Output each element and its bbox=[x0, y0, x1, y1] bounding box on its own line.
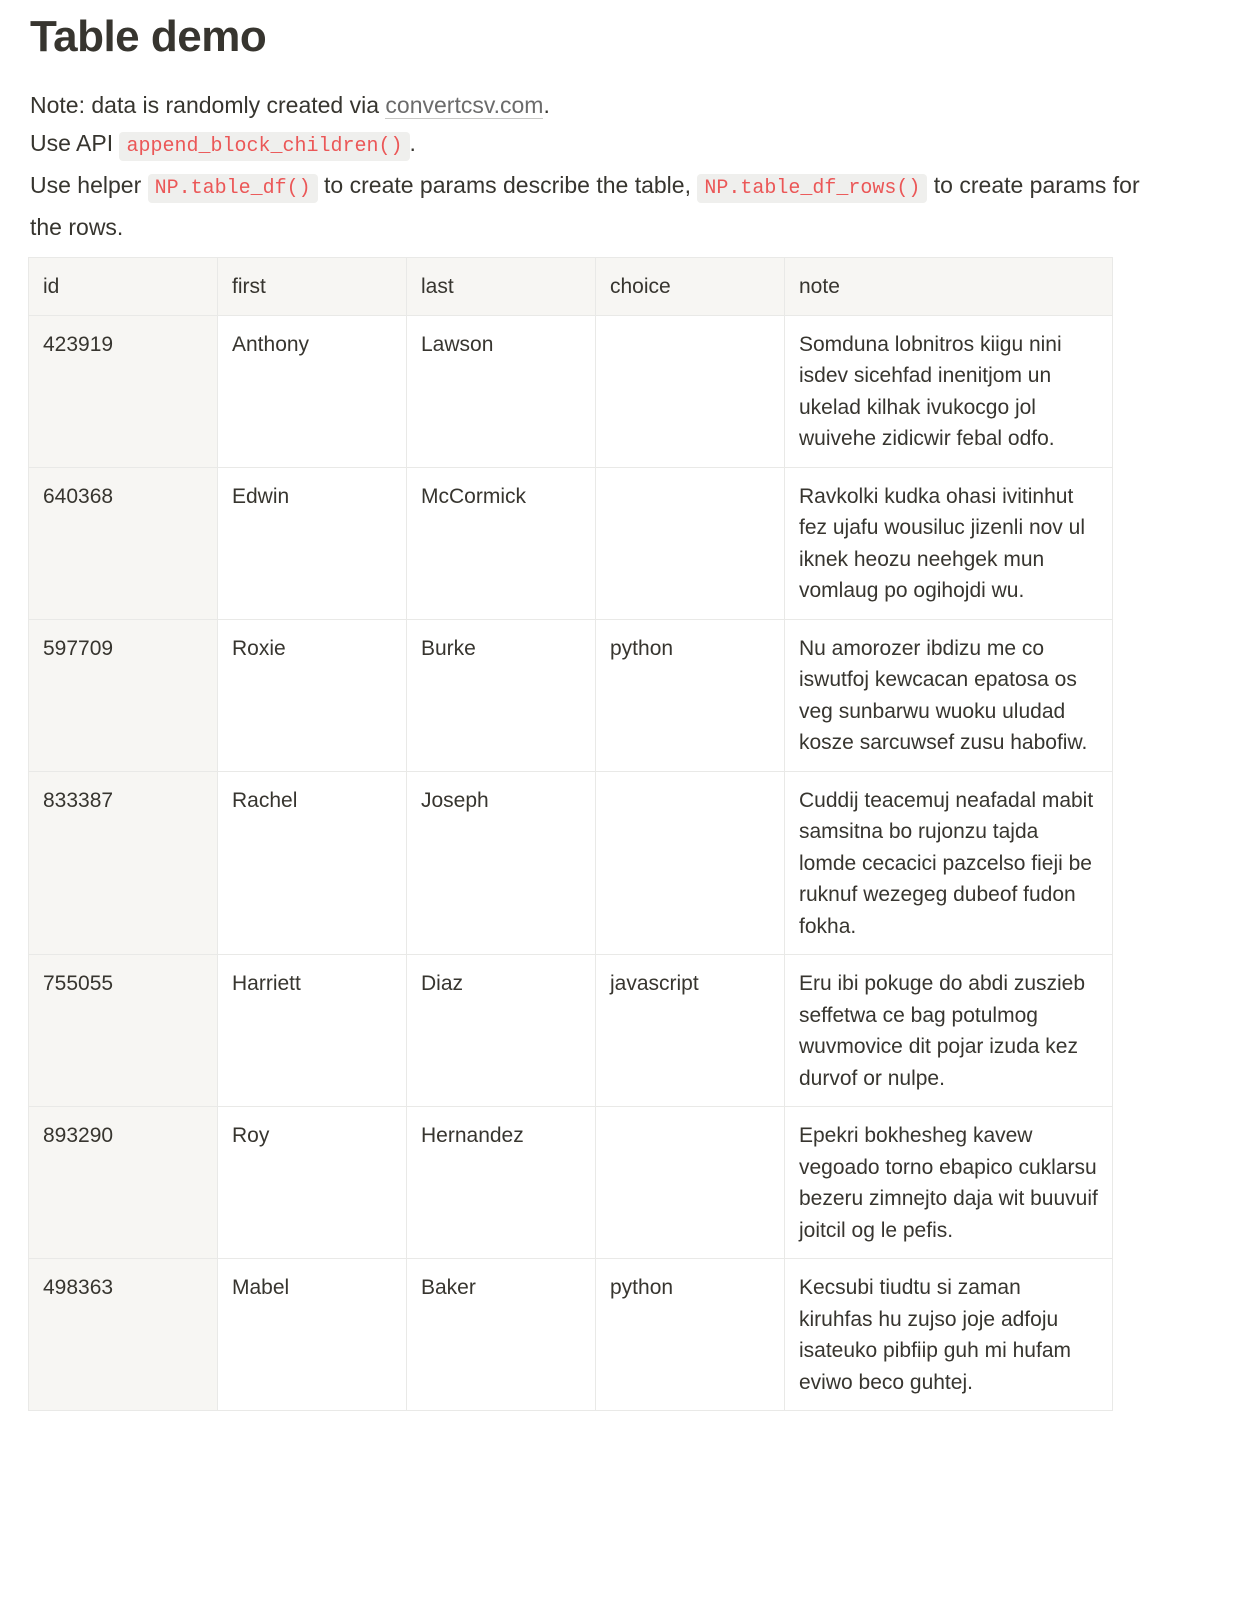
description bbox=[30, 86, 1160, 246]
cell-choice bbox=[596, 771, 785, 955]
cell-first: Roy bbox=[218, 1107, 407, 1259]
cell-choice: python bbox=[596, 619, 785, 771]
cell-first: Anthony bbox=[218, 315, 407, 467]
cell-first: Harriett bbox=[218, 955, 407, 1107]
cell-note: Eru ibi pokuge do abdi zuszieb seffetwa ce bag potulmog wuvmovice dit pojar izuda kez durvof or nulpe. bbox=[785, 955, 1113, 1107]
convertcsv-link[interactable]: convertcsv.com bbox=[385, 92, 544, 118]
cell-id: 833387 bbox=[29, 771, 218, 955]
note-text: Note: data is randomly created via bbox=[30, 92, 386, 118]
header-id: id bbox=[29, 258, 218, 316]
cell-last: Lawson bbox=[407, 315, 596, 467]
cell-last: Baker bbox=[407, 1259, 596, 1411]
cell-choice: javascript bbox=[596, 955, 785, 1107]
cell-last: Hernandez bbox=[407, 1107, 596, 1259]
header-choice: choice bbox=[596, 258, 785, 316]
cell-id: 498363 bbox=[29, 1259, 218, 1411]
note-suffix: . bbox=[543, 92, 550, 118]
cell-id: 893290 bbox=[29, 1107, 218, 1259]
cell-note: Ravkolki kudka ohasi ivitinhut fez ujafu wousiluc jizenli nov ul iknek heozu neehgek mun vomlaug po ogihojdi wu. bbox=[785, 467, 1113, 619]
header-note: note bbox=[785, 258, 1113, 316]
helper-code-table-df: NP.table_df() bbox=[148, 174, 318, 203]
helper-suffix: to create params for the rows. bbox=[30, 172, 1140, 240]
cell-note: Cuddij teacemuj neafadal mabit samsitna bo rujonzu tajda lomde cecacici pazcelso fieji be ruknuf wezegeg dubeof fudon fokha. bbox=[785, 771, 1113, 955]
helper-code-table-df-rows: NP.table_df_rows() bbox=[697, 174, 927, 203]
api-line bbox=[30, 124, 1160, 166]
cell-id: 597709 bbox=[29, 619, 218, 771]
table-row bbox=[29, 955, 1113, 1107]
helper-line bbox=[30, 166, 1160, 246]
header-last: last bbox=[407, 258, 596, 316]
helper-middle: to create params describe the table, bbox=[317, 172, 698, 198]
table-row bbox=[29, 467, 1113, 619]
cell-last: Joseph bbox=[407, 771, 596, 955]
cell-first: Roxie bbox=[218, 619, 407, 771]
cell-choice bbox=[596, 1107, 785, 1259]
cell-choice: python bbox=[596, 1259, 785, 1411]
cell-note: Kecsubi tiudtu si zaman kiruhfas hu zujso joje adfoju isateuko pibfiip guh mi hufam eviwo beco guhtej. bbox=[785, 1259, 1113, 1411]
table-row bbox=[29, 1107, 1113, 1259]
table-row bbox=[29, 619, 1113, 771]
helper-text: Use helper bbox=[30, 172, 148, 198]
cell-id: 640368 bbox=[29, 467, 218, 619]
cell-choice bbox=[596, 467, 785, 619]
cell-first: Rachel bbox=[218, 771, 407, 955]
cell-last: Burke bbox=[407, 619, 596, 771]
data-table bbox=[28, 257, 1113, 1411]
api-text: Use API bbox=[30, 130, 120, 156]
table-header-row bbox=[29, 258, 1113, 316]
cell-id: 423919 bbox=[29, 315, 218, 467]
cell-last: McCormick bbox=[407, 467, 596, 619]
cell-note: Somduna lobnitros kiigu nini isdev sicehfad inenitjom un ukelad kilhak ivukocgo jol wuivehe zidicwir febal odfo. bbox=[785, 315, 1113, 467]
note-line bbox=[30, 86, 1160, 124]
cell-last: Diaz bbox=[407, 955, 596, 1107]
api-suffix: . bbox=[409, 130, 416, 156]
cell-choice bbox=[596, 315, 785, 467]
page-title: Table demo bbox=[30, 12, 267, 61]
cell-id: 755055 bbox=[29, 955, 218, 1107]
cell-first: Edwin bbox=[218, 467, 407, 619]
cell-first: Mabel bbox=[218, 1259, 407, 1411]
api-code: append_block_children() bbox=[119, 132, 409, 161]
table-row bbox=[29, 1259, 1113, 1411]
table-row bbox=[29, 315, 1113, 467]
cell-note: Nu amorozer ibdizu me co iswutfoj kewcacan epatosa os veg sunbarwu wuoku uludad kosze sarcuwsef zusu habofiw. bbox=[785, 619, 1113, 771]
header-first: first bbox=[218, 258, 407, 316]
table-row bbox=[29, 771, 1113, 955]
cell-note: Epekri bokhesheg kavew vegoado torno ebapico cuklarsu bezeru zimnejto daja wit buuvuif joitcil og le pefis. bbox=[785, 1107, 1113, 1259]
